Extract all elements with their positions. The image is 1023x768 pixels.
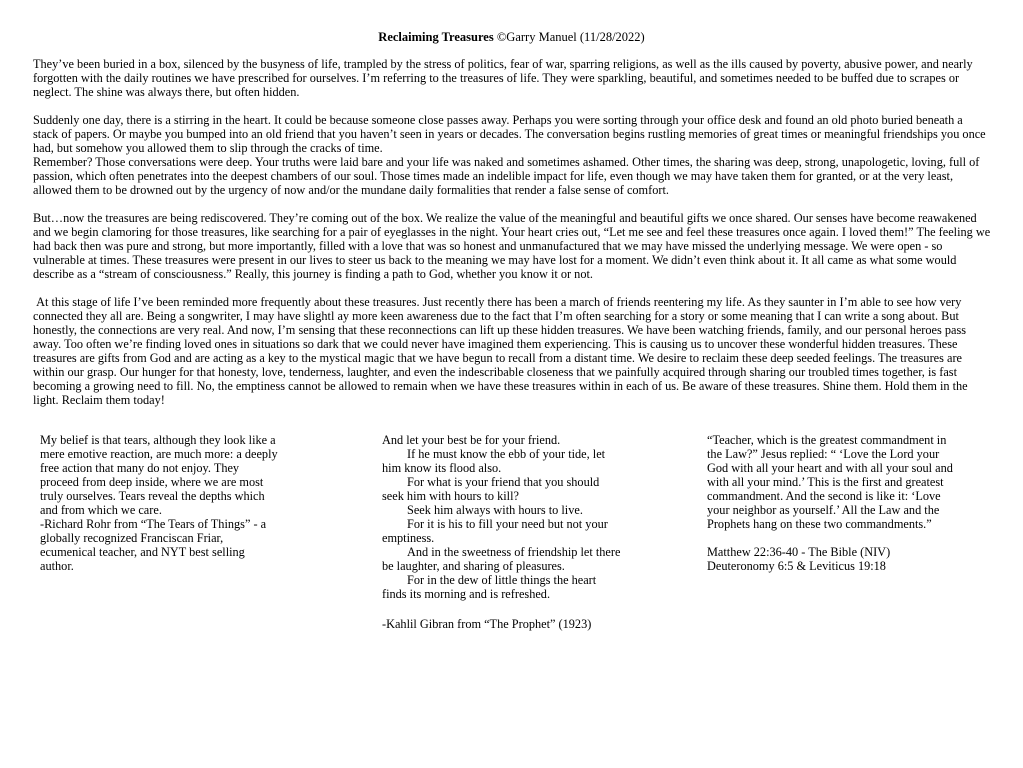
bible-reference-deuteronomy: Deuteronomy 6:5 & Leviticus 19:18 [707, 559, 886, 573]
paragraph-4: But…now the treasures are being rediscovered. They’re coming out of the box. We realize the value of the meaningful and beautiful gifts we once shared. Our senses have become reawakened and we begin clamoring for those treasures, like searching for a pair of eyeglasses in the night. Your heart cries out, “Let me see and feel these treasures once again. I loved them!” The feeling we had back then was pure and strong, but more importantly, filled with a love that was so honest and unmanufactured that we may have missed the underlying message. We were open - so vulnerable at times. These treasures were present in our lives to steer us back to the meaning we may have lost for a moment. We didn’t even think about it. It all came as what some would describe as a “stream of consciousness.” Really, this journey is finding a path to God, whether you know it or not. [33, 211, 991, 281]
gibran-line: For in the dew of little things the heart finds its morning and is refreshed. [382, 573, 597, 601]
paragraph-3: Remember? Those conversations were deep. Your truths were laid bare and your life was naked and sometimes ashamed. Other times, the sharing was deep, strong, unapologetic, loving, full of passion, which often penetrates into the deepest chambers of our soul. Those times made an indelible impact for life, even though we may have taken them for granted, or at the very least, allowed them to be drowned out by the urgency of now and/or the mundane daily formalities that render a false sense of comfort. [33, 155, 980, 197]
gibran-line: Seek him always with hours to live. [407, 503, 583, 517]
title-main: Reclaiming Treasures [378, 30, 494, 44]
document-title [0, 29, 1023, 45]
gibran-line: And in the sweetness of friendship let there be laughter, and sharing of pleasures. [382, 545, 621, 573]
paragraph-5: At this stage of life I’ve been reminded more frequently about these treasures. Just recently there has been a march of friends reentering my life. As they saunter in I’m able to see how very connected they all are. Being a songwriter, I may have slightl ay more keen awareness due to the fact that I’m often searching for a story or some meaning that I can write a song about. But honestly, the connections are very real. And now, I’m sensing that these reconnections can lift up these hidden treasures. We have been watching friends, family, and our personal heroes pass away. Too often we’re finding loved ones in situations so dark that we could never have imagined them experiencing. This is causing us to uncover these wonderful hidden treasures. These treasures are gifts from God and are acting as a key to the mystical magic that we have begun to recall from a distant time. We desire to reclaim these deep seeded feelings. The treasures are within our grasp. Our hunger for that honesty, love, tenderness, laughter, and even the indescribable closeness that we painfully acquired through sharing our troubled times together, is fast becoming a growing need to fill. No, the emptiness cannot be allowed to remain when we have these treasures within in each of us. Be aware of these treasures. Shine them. Hold them in the light. Reclaim them today! [33, 295, 971, 407]
gibran-attribution: -Kahlil Gibran from “The Prophet” (1923) [382, 617, 592, 631]
paragraph-1: They’ve been buried in a box, silenced by the busyness of life, trampled by the stress of politics, fear of war, sparring religions, as well as the ills caused by poverty, abusive power, and nearly forgotten with the daily routines we have prescribed for ourselves. I’m referring to the treasures of life. They were sparkling, beautiful, and sometimes needed to be buffed due to scrapes or neglect. The shine was always there, but often hidden. [33, 57, 973, 99]
rohr-attribution: -Richard Rohr from “The Tears of Things” - a globally recognized Franciscan Friar, ecumenical teacher, and NYT best selling author. [40, 517, 267, 573]
quote-bible [707, 433, 957, 573]
rohr-quote-text: My belief is that tears, although they look like a mere emotive reaction, are much more: a deeply free action that many do not enjoy. They proceed from deep inside, where we are most truly ourselves. Tears reveal the depths which and from which we care. [40, 433, 278, 517]
bible-quote-text: “Teacher, which is the greatest commandment in the Law?” Jesus replied: “ ‘Love the Lord your God with all your heart and with all your soul and with all your mind.’ This is the first and greatest commandment. And the second is like it: ‘Love your neighbor as yourself.’ All the Law and the Prophets hang on these two commandments.” [707, 433, 953, 531]
essay-body [33, 57, 991, 407]
title-byline: ©Garry Manuel (11/28/2022) [493, 30, 645, 44]
quote-rohr [40, 433, 280, 573]
gibran-line: For it is his to fill your need but not your emptiness. [382, 517, 608, 545]
paragraph-2: Suddenly one day, there is a stirring in the heart. It could be because someone close passes away. Perhaps you were sorting through your office desk and found an old photo buried beneath a stack of papers. Or maybe you bumped into an old friend that you haven’t seen in years or decades. The conversation begins rustling memories of great times or meaningful friendships you once had, but somehow you allowed them to slip through the cracks of time. [33, 113, 986, 155]
gibran-line: If he must know the ebb of your tide, let him know its flood also. [382, 447, 606, 475]
bible-reference-matthew: Matthew 22:36-40 - The Bible (NIV) [707, 545, 891, 559]
gibran-line: For what is your friend that you should seek him with hours to kill? [382, 475, 600, 503]
gibran-line: And let your best be for your friend. [382, 433, 561, 447]
quote-gibran [382, 433, 622, 631]
